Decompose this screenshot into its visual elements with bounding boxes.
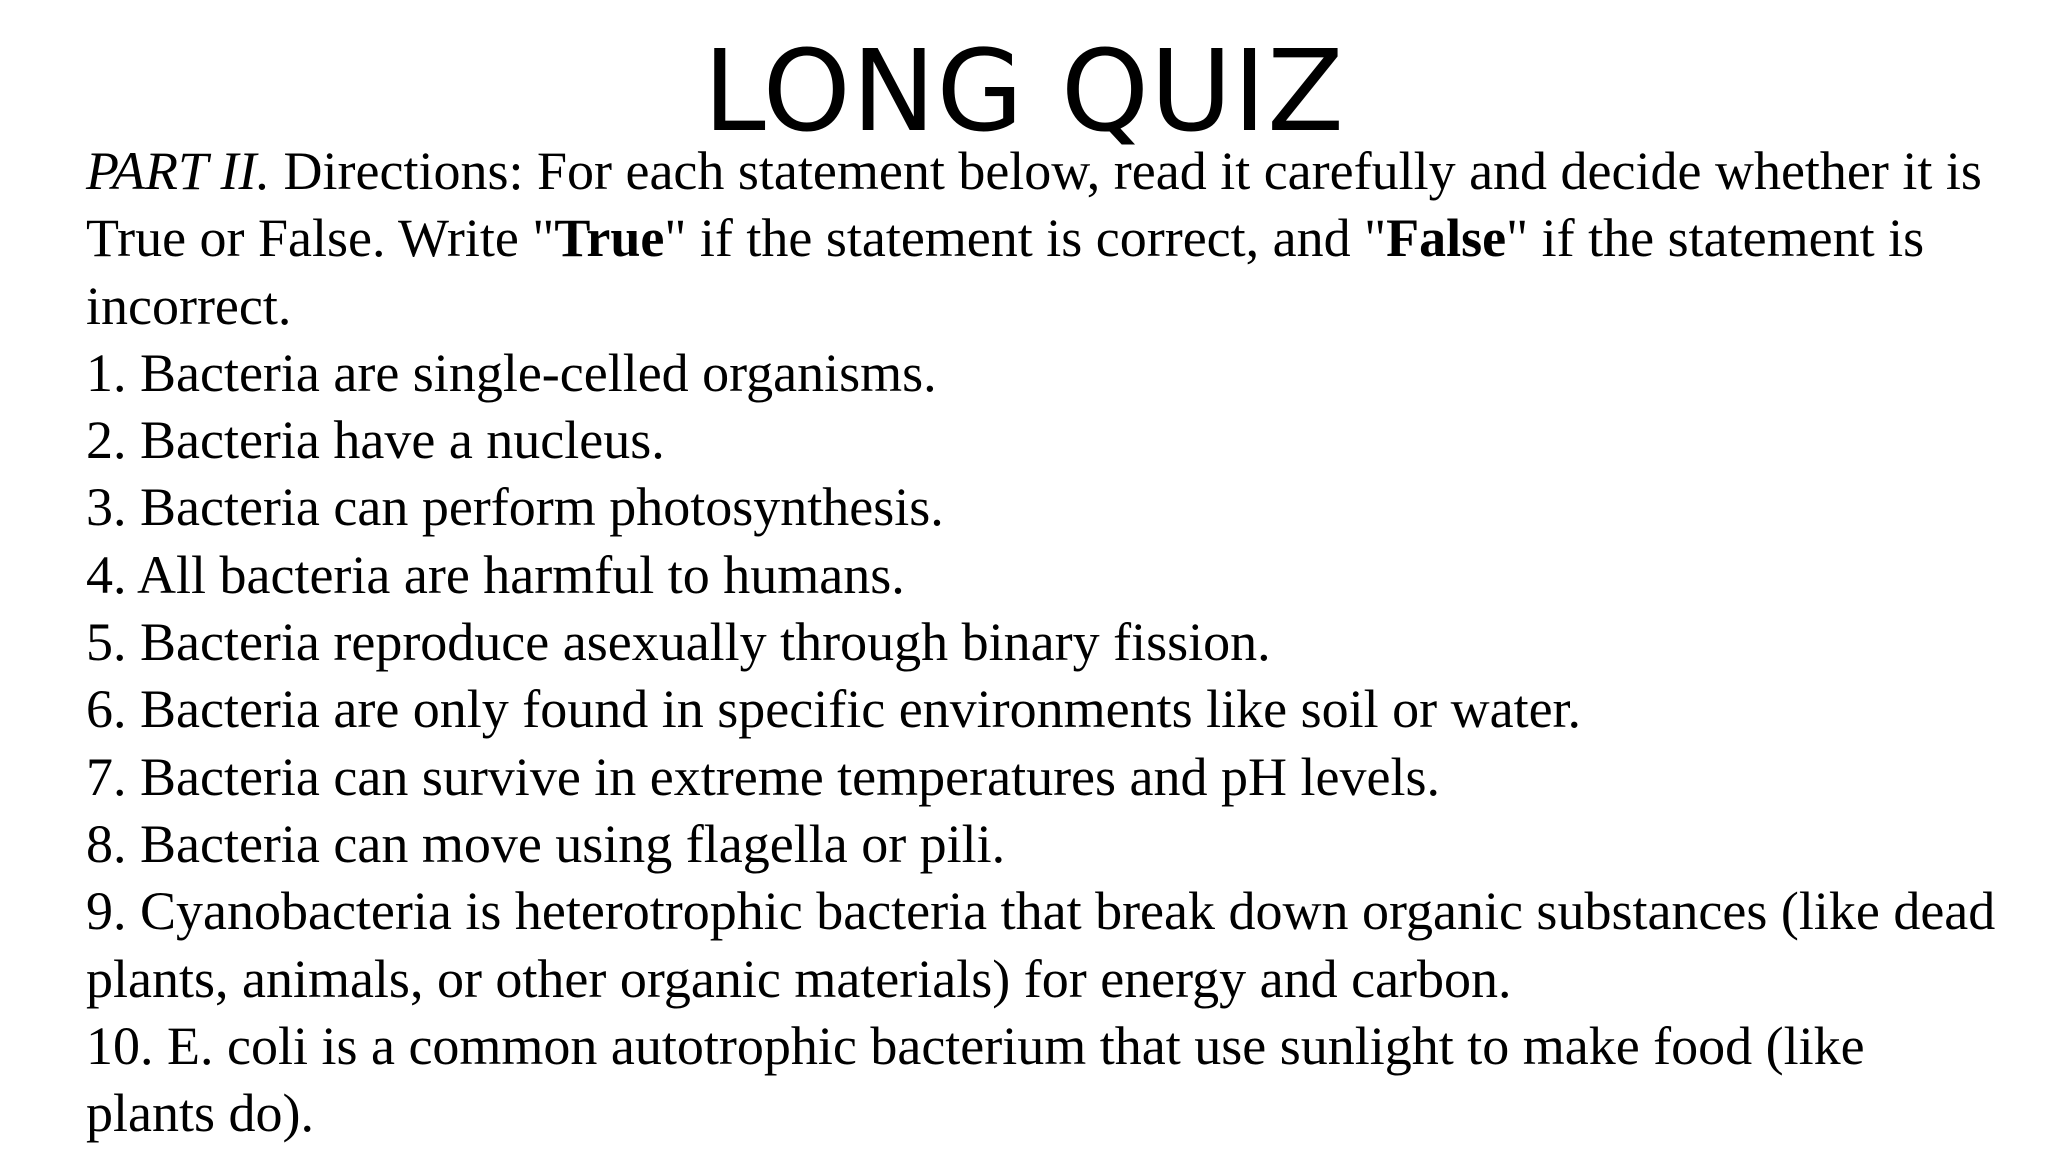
quiz-item-3: 3. Bacteria can perform photosynthesis. [86,477,944,538]
directions-text-1: Directions: For each statement below, read it carefully and decide whether it is True or False. Write " [86,141,1982,269]
quiz-item-6: 6. Bacteria are only found in specific environments like soil or water. [86,679,1582,740]
quiz-item-7: 7. Bacteria can survive in extreme temperatures and pH levels. [86,746,1440,807]
quiz-item-2: 2. Bacteria have a nucleus. [86,410,665,471]
quiz-item-10: 10. E. coli is a common autotrophic bacterium that use sunlight to make food (like plants do). [86,1015,1865,1144]
false-word: False [1386,208,1507,269]
directions-text-3: " if the statement is incorrect. [86,208,1925,336]
slide-title: LONG QUIZ [703,27,1345,157]
directions-text-2: " if the statement is correct, and " [664,208,1387,269]
quiz-item-1: 1. Bacteria are single-celled organisms. [86,342,937,403]
quiz-item-4: 4. All bacteria are harmful to humans. [86,544,905,605]
quiz-item-9: 9. Cyanobacteria is heterotrophic bacteria that break down organic substances (like dead plants, animals, or other organic materials) for energy and carbon. [86,881,1996,1009]
true-word: True [554,208,665,269]
quiz-body [86,138,2006,1147]
directions [86,138,2006,340]
quiz-item-8: 8. Bacteria can move using flagella or pili. [86,813,1006,874]
quiz-item-5: 5. Bacteria reproduce asexually through binary fission. [86,612,1271,673]
part-label: PART II. [86,141,271,201]
